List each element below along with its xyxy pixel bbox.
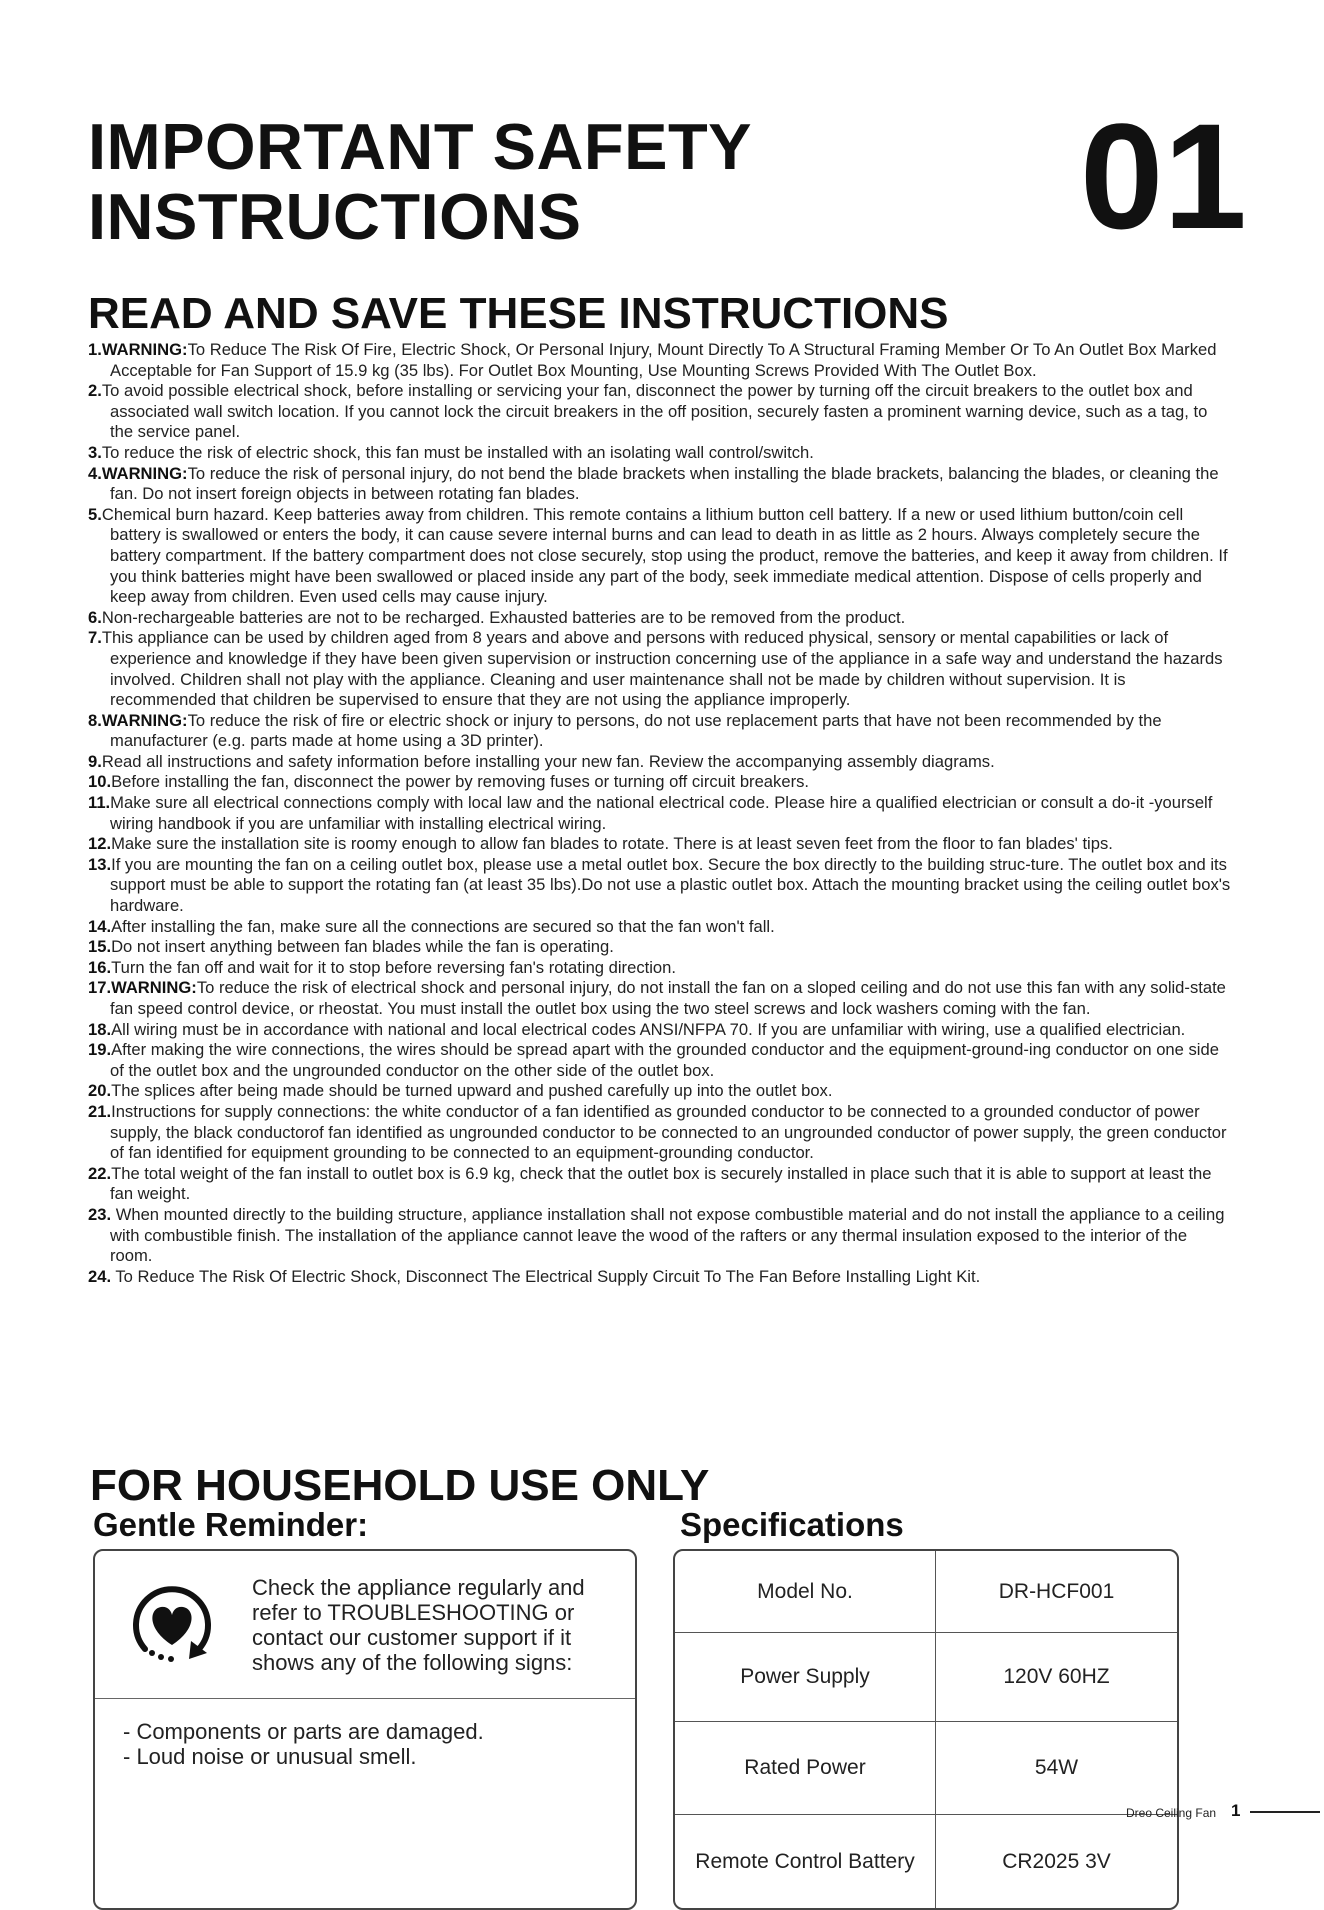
warning-label: WARNING: (101, 710, 188, 730)
title-line-2: INSTRUCTIONS (88, 180, 582, 253)
warning-label: WARNING: (101, 340, 188, 359)
instruction-item (88, 978, 1234, 1019)
specifications-table (673, 1549, 1179, 1910)
instruction-item (88, 772, 1234, 793)
instruction-text: This appliance can be used by children aged from 8 years and above and persons with reduced physical, sensory or mental capabilities or lack of experience and knowledge if they have been given supervision or instruction concerning use of the appliance in a safe way and understand the hazards involved. Children shall not play with the appliance. Cleaning and user maintenance shall not be made by children without supervision. It is recommended that children be supervised to ensure that they are not using the appliance improperly. (101, 628, 1223, 710)
instruction-text: To reduce the risk of fire or electric shock or injury to persons, do not use replacement parts that have not been recommended by the manufacturer (e.g. parts made at home using a 3D printer). (110, 710, 1162, 751)
instruction-item (88, 1267, 1234, 1288)
instruction-number: 12. (88, 834, 112, 854)
instruction-number: 11. (88, 793, 111, 813)
instruction-text: Read all instructions and safety information before installing your new fan. Review the accompanying assembly diagrams. (101, 751, 995, 771)
spec-label: Remote Control Battery (675, 1815, 936, 1908)
instruction-item (88, 1020, 1234, 1041)
spec-value: CR2025 3V (1002, 1849, 1111, 1873)
instruction-text: Make sure all electrical connections comply with local law and the national electrical code. Please hire a qualified electrician or consult a do-it -yourself wiring handbook if you are unfamiliar with installing electrical wiring. (110, 793, 1213, 833)
page-title (88, 112, 752, 252)
instruction-item (88, 711, 1234, 752)
instruction-text: Instructions for supply connections: the white conductor of a fan identified as grounded conductor to be connected to a grounded conductor of power supply, the black conductorof fan identified as ungrounded conductor to be connected to an ungrounded conductor of power supply, the green conductor of fan identified for equipment grounding to be connected to an equipment-grounding conductor. (110, 1101, 1227, 1163)
instruction-item (88, 1081, 1234, 1102)
warning-label: WARNING: (111, 978, 197, 998)
instruction-text: To reduce the risk of electrical shock and personal injury, do not install the fan on a sloped ceiling and do not use this fan with any solid-state fan speed control device, or rheostat. You must install the outlet box using the two steel screws and lock washers coming with the fan. (110, 978, 1226, 1018)
instruction-item (88, 752, 1234, 773)
instruction-number: 10. (88, 772, 112, 792)
instruction-item (88, 464, 1234, 505)
title-line-1: IMPORTANT SAFETY (88, 110, 752, 183)
instruction-text: To Reduce The Risk Of Electric Shock, Disconnect The Electrical Supply Circuit To The Fan Before Installing Light Kit. (111, 1266, 981, 1286)
instruction-number: 7. (88, 628, 102, 648)
instruction-item (88, 505, 1234, 608)
reminder-heading: Gentle Reminder: (93, 1506, 369, 1543)
instruction-text: After installing the fan, make sure all the connections are secured so that the fan won't fall. (111, 916, 775, 936)
instruction-number: 24. (88, 1266, 112, 1286)
chapter-number: 01 (1080, 92, 1247, 260)
instruction-text: The total weight of the fan install to outlet box is 6.9 kg, check that the outlet box is securely installed in place such that it is able to support at least the fan weight. (110, 1163, 1212, 1204)
spec-label: Power Supply (675, 1633, 936, 1722)
instruction-number: 6. (88, 607, 102, 627)
spec-value: 54W (936, 1722, 1177, 1815)
instruction-item (88, 958, 1234, 979)
instruction-text: To reduce the risk of personal injury, do not bend the blade brackets when installing the blade brackets, balancing the blades, or cleaning the fan. Do not insert foreign objects in between rotating fan blades. (110, 463, 1219, 504)
instruction-item (88, 340, 1234, 381)
instruction-item (88, 917, 1234, 938)
spec-row (675, 1633, 1177, 1722)
instruction-text: Before installing the fan, disconnect the power by removing fuses or turning off circuit breakers. (111, 772, 809, 792)
footer-page-number: 1 (1231, 1801, 1241, 1820)
instruction-number: 19. (88, 1040, 112, 1060)
instruction-text: When mounted directly to the building structure, appliance installation shall not expose combustible material and do not install the appliance to a ceiling with combustible finish. The installation of the appliance cannot leave the wood of the rafters or any thermal insulation exposed to the interior of the room. (110, 1204, 1225, 1266)
instruction-text: To Reduce The Risk Of Fire, Electric Shock, Or Personal Injury, Mount Directly To A Structural Framing Member Or To An Outlet Box Marked Acceptable for Fan Support of 15.9 kg (35 lbs). For Outlet Box Mounting, Use Mounting Screws Provided With The Outlet Box. (110, 340, 1217, 380)
instruction-number: 4. (88, 463, 102, 483)
reminder-signs (123, 1719, 484, 1769)
instruction-text: To reduce the risk of electric shock, this fan must be installed with an isolating wall control/switch. (101, 442, 814, 462)
heart-cycle-icon (127, 1579, 217, 1669)
spec-row (675, 1722, 1177, 1815)
instruction-number: 16. (88, 957, 112, 977)
instruction-item (88, 1040, 1234, 1081)
instruction-text: Turn the fan off and wait for it to stop before reversing fan's rotating direction. (111, 957, 676, 977)
instruction-item (88, 381, 1234, 443)
instruction-text: Make sure the installation site is roomy enough to allow fan blades to rotate. There is at least seven feet from the floor to fan blades' tips. (111, 834, 1113, 854)
instruction-number: 21. (88, 1101, 112, 1121)
section-subtitle: READ AND SAVE THESE INSTRUCTIONS (88, 289, 949, 338)
instruction-number: 14. (88, 916, 112, 936)
sign-item: - Components or parts are damaged. (123, 1719, 484, 1744)
spec-value: 120V 60HZ (936, 1633, 1177, 1722)
reminder-box (93, 1549, 637, 1910)
warning-label: WARNING: (101, 463, 188, 483)
instruction-number: 1. (88, 340, 102, 359)
instruction-item (88, 628, 1234, 710)
instruction-item (88, 1164, 1234, 1205)
reminder-text: Check the appliance regularly and refer to TROUBLESHOOTING or contact our customer support if it shows any of the following signs: (252, 1575, 585, 1675)
instruction-item (88, 1102, 1234, 1164)
instruction-number: 13. (88, 854, 112, 874)
instruction-item (88, 834, 1234, 855)
instruction-item (88, 855, 1234, 917)
spec-row (675, 1551, 1177, 1633)
instruction-number: 18. (88, 1019, 112, 1039)
instruction-number: 17. (88, 978, 112, 998)
instruction-text: Do not insert anything between fan blades while the fan is operating. (111, 937, 614, 957)
instruction-text: After making the wire connections, the wires should be spread apart with the grounded conductor and the equipment-ground-ing conductor on one side of the outlet box and the ungrounded conductor on the other side of the outlet box. (110, 1040, 1219, 1080)
instruction-item (88, 608, 1234, 629)
spec-label: Model No. (675, 1551, 936, 1633)
instruction-number: 3. (88, 442, 102, 462)
instruction-text: Chemical burn hazard. Keep batteries away from children. This remote contains a lithium button cell battery. If a new or used lithium button/coin cell battery is swallowed or enters the body, it can cause severe internal burns and can lead to death in as little as 2 hours. Always completely secure the battery compartment. If the battery compartment does not close securely, stop using the product, remove the batteries, and keep it away from children. If you think batteries might have been swallowed or placed inside any part of the body, seek immediate medical attention. Dispose of cells properly and keep away from children. Even used cells may cause injury. (101, 504, 1228, 607)
specifications-heading: Specifications (680, 1506, 904, 1543)
instruction-item (88, 937, 1234, 958)
instruction-item (88, 1205, 1234, 1267)
instruction-number: 2. (88, 381, 102, 401)
footer-brand: Dreo Ceiling Fan (1126, 1806, 1217, 1820)
instruction-item (88, 793, 1234, 834)
household-use-heading: FOR HOUSEHOLD USE ONLY (90, 1461, 710, 1510)
reminder-divider (95, 1698, 635, 1699)
instruction-text: Non-rechargeable batteries are not to be recharged. Exhausted batteries are to be removed from the product. (101, 607, 906, 627)
instruction-number: 5. (88, 504, 102, 524)
instruction-text: The splices after being made should be turned upward and pushed carefully up into the outlet box. (111, 1081, 833, 1101)
spec-value: DR-HCF001 (936, 1551, 1177, 1633)
instruction-number: 15. (88, 937, 112, 957)
instruction-number: 20. (88, 1081, 112, 1101)
sign-item: - Loud noise or unusual smell. (123, 1744, 417, 1769)
instruction-item (88, 443, 1234, 464)
instructions-list (88, 340, 1234, 1287)
instruction-number: 23. (88, 1204, 112, 1224)
spec-row (675, 1815, 1177, 1908)
instruction-text: To avoid possible electrical shock, before installing or servicing your fan, disconnect the power by turning off the circuit breakers to the outlet box and associated wall switch location. If you cannot lock the circuit breakers in the off position, securely fasten a prominent warning device, such as a tag, to the service panel. (101, 381, 1208, 442)
instruction-number: 9. (88, 751, 102, 771)
instruction-text: All wiring must be in accordance with national and local electrical codes ANSI/NFPA 70. If you are unfamiliar with wiring, use a qualified electrician. (111, 1019, 1186, 1039)
footer-rule (1250, 1811, 1320, 1813)
instruction-number: 22. (88, 1163, 112, 1183)
instruction-text: If you are mounting the fan on a ceiling outlet box, please use a metal outlet box. Secure the box directly to the building struc-ture. The outlet box and its support must be able to support the rotating fan (at least 35 lbs).Do not use a plastic outlet box. Attach the mounting bracket using the ceiling outlet box's hardware. (110, 854, 1231, 916)
spec-label: Rated Power (675, 1722, 936, 1815)
instruction-number: 8. (88, 710, 102, 730)
